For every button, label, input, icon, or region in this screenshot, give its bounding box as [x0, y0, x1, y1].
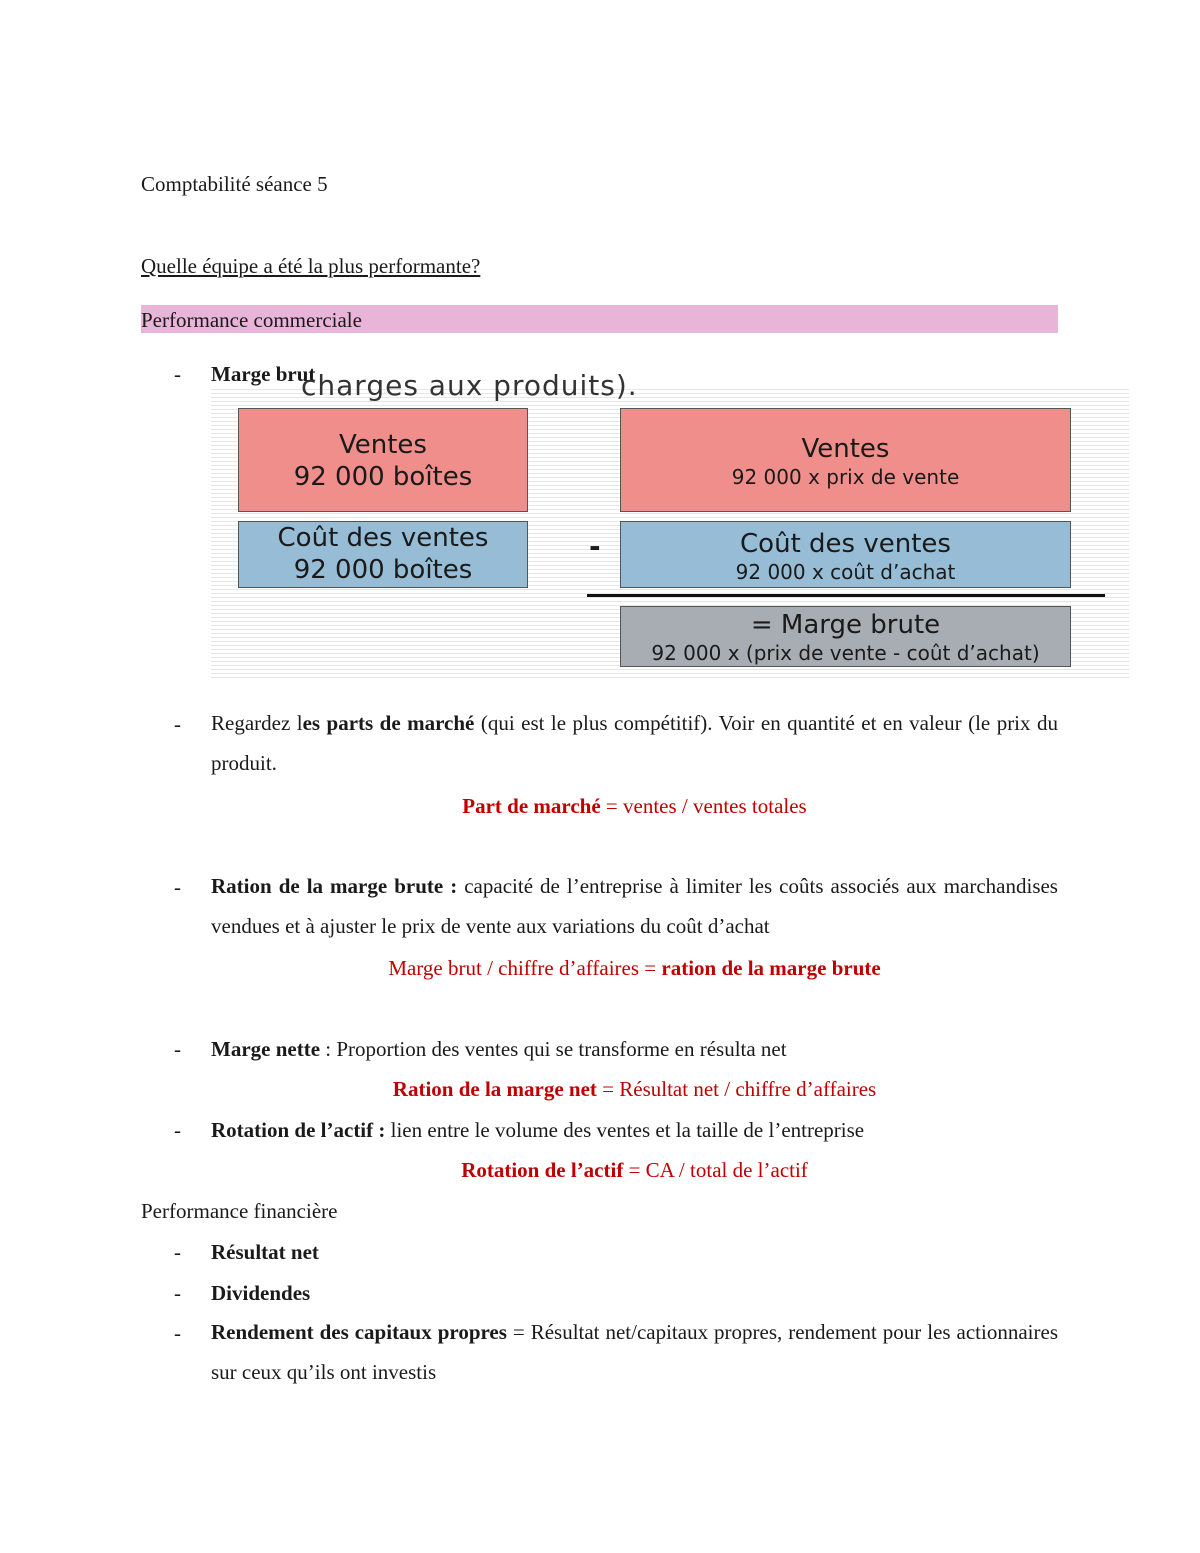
ration-marge-brute-text: Ration de la marge brute : capacité de l’entreprise à limiter les coûts associés aux marchandises vendues et à ajuster le prix de vente aux variations du coût d’achat — [211, 874, 1058, 938]
minus-sign: - — [589, 530, 601, 563]
right-cost-title: Coût des ventes — [740, 529, 951, 559]
margin-box — [620, 606, 1071, 667]
rotation-actif-text: Rotation de l’actif : lien entre le volume des ventes et la taille de l’entreprise — [211, 1118, 865, 1142]
right-sales-box — [620, 408, 1071, 512]
diagram-header-fragment: charges aux produits). — [301, 369, 638, 402]
marge-brute-diagram — [211, 369, 1129, 680]
rendement-capitaux-text: Rendement des capitaux propres = Résultat net/capitaux propres, rendement pour les actionnaires sur ceux qu’ils ont investis — [211, 1320, 1058, 1384]
marge-brut-label: Marge brut — [211, 362, 316, 386]
bullet-dash: - — [174, 1281, 181, 1305]
left-cost-box — [238, 521, 528, 588]
bullet-dash: - — [174, 712, 181, 736]
margin-title: = Marge brute — [750, 610, 941, 640]
left-cost-title: Coût des ventes — [277, 523, 489, 553]
right-cost-formula: 92 000 x coût d’achat — [735, 560, 956, 584]
section-financial-title: Performance financière — [141, 1199, 338, 1223]
question-heading: Quelle équipe a été la plus performante? — [141, 254, 481, 278]
bullet-dash: - — [174, 1118, 181, 1142]
document-title: Comptabilité séance 5 — [141, 172, 328, 196]
left-sales-qty: 92 000 boîtes — [293, 462, 473, 492]
right-cost-box — [620, 521, 1071, 588]
left-cost-qty: 92 000 boîtes — [293, 555, 473, 585]
right-sales-title: Ventes — [801, 434, 890, 464]
left-sales-box — [238, 408, 528, 512]
marge-nette-text: Marge nette : Proportion des ventes qui se transforme en résulta net — [211, 1037, 787, 1061]
bullet-dash: - — [174, 1037, 181, 1061]
margin-formula: 92 000 x (prix de vente - coût d’achat) — [651, 641, 1040, 665]
bullet-dash: - — [174, 875, 181, 899]
part-de-marche-formula: Part de marché = ventes / ventes totales — [462, 794, 807, 818]
resultat-net-label: Résultat net — [211, 1240, 319, 1264]
bullet-dash: - — [174, 362, 181, 386]
section-commercial-highlight — [141, 305, 1058, 333]
dividendes-label: Dividendes — [211, 1281, 311, 1305]
ration-marge-brute-formula: Marge brut / chiffre d’affaires = ration de la marge brute — [388, 956, 881, 980]
bullet-dash: - — [174, 1321, 181, 1345]
left-sales-title: Ventes — [339, 430, 427, 460]
section-commercial-title: Performance commerciale — [141, 308, 362, 332]
sum-rule — [587, 594, 1105, 597]
bullet-dash: - — [174, 1240, 181, 1264]
right-sales-formula: 92 000 x prix de vente — [731, 465, 960, 489]
parts-de-marche-text: Regardez les parts de marché (qui est le plus compétitif). Voir en quantité et en valeur (le prix du produit. — [211, 711, 1058, 775]
rotation-actif-formula: Rotation de l’actif = CA / total de l’actif — [461, 1158, 808, 1182]
marge-nette-formula: Ration de la marge net = Résultat net / chiffre d’affaires — [392, 1077, 877, 1101]
